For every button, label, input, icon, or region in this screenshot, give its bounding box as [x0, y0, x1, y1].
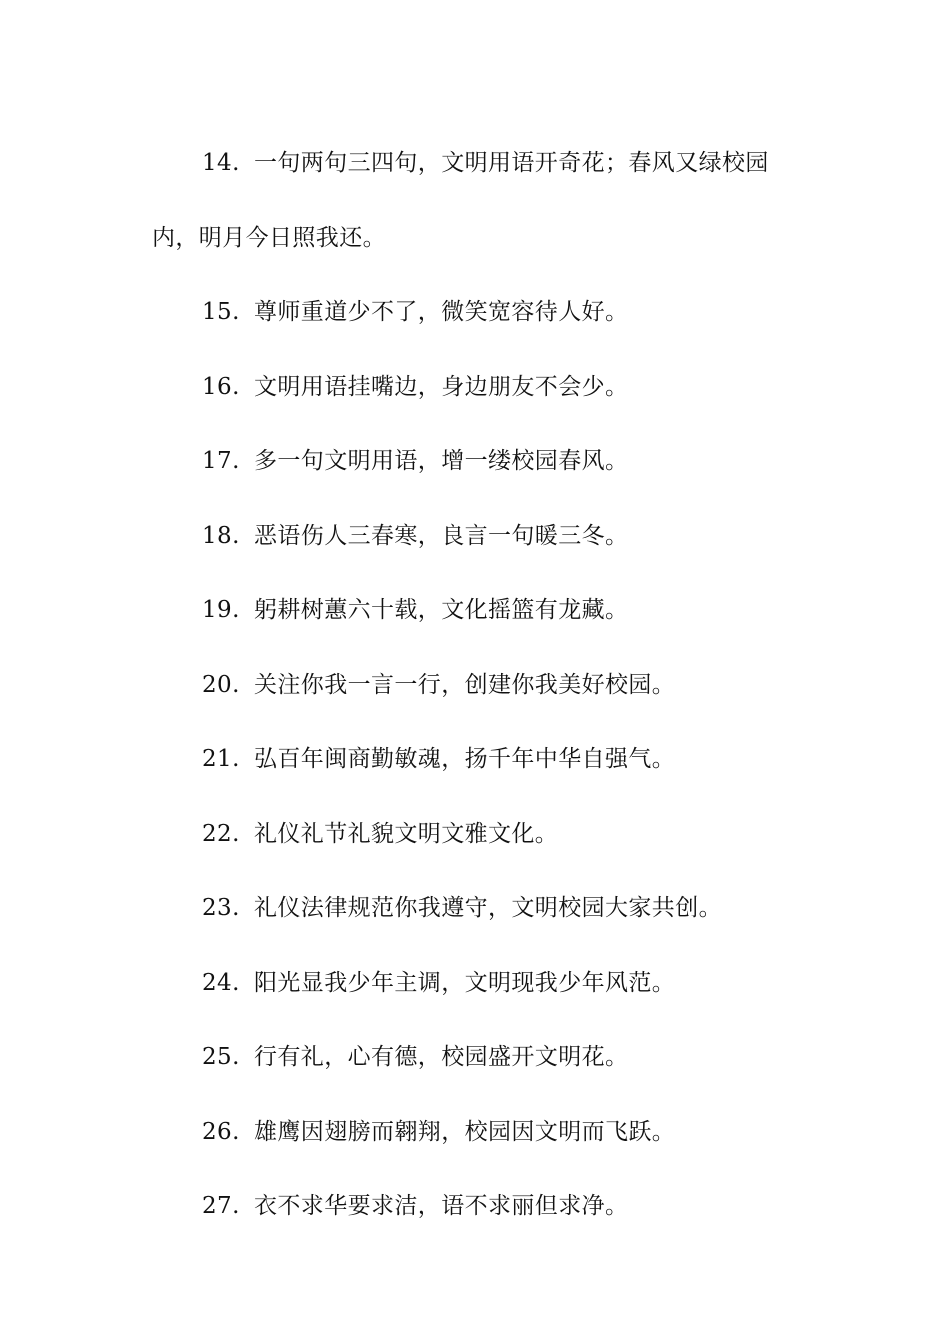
item-number: 27.	[202, 1193, 240, 1219]
item-text: 礼仪法律规范你我遵守，文明校园大家共创。	[254, 895, 722, 921]
item-text: 弘百年闽商勤敏魂，扬千年中华自强气。	[254, 746, 676, 772]
item-text: 多一句文明用语，增一缕校园春风。	[254, 448, 629, 474]
item-number: 17.	[202, 448, 240, 474]
list-item	[152, 499, 802, 574]
item-text: 关注你我一言一行，创建你我美好校园。	[254, 671, 676, 698]
slogan-list	[152, 126, 802, 1244]
item-text: 躬耕树蕙六十载，文化摇篮有龙藏。	[254, 597, 629, 623]
list-item	[152, 275, 802, 350]
list-item	[152, 648, 802, 723]
item-text: 礼仪礼节礼貌文明文雅文化。	[254, 820, 559, 847]
list-item	[152, 722, 802, 797]
item-text: 阳光显我少年主调，文明现我少年风范。	[254, 969, 676, 996]
item-number: 14.	[202, 150, 240, 176]
list-item	[152, 350, 802, 425]
item-text: 尊师重道少不了，微笑宽容待人好。	[254, 299, 629, 325]
list-item	[152, 1095, 802, 1170]
item-text: 衣不求华要求洁，语不求丽但求净。	[254, 1193, 629, 1219]
list-item	[152, 424, 802, 499]
list-item	[152, 946, 802, 1021]
item-number: 22.	[202, 820, 240, 847]
item-number: 26.	[202, 1118, 240, 1145]
item-text: 一句两句三四句，文明用语开奇花；春风又绿校园内，明月今日照我还。	[152, 150, 769, 251]
list-item	[152, 126, 802, 275]
item-number: 23.	[202, 895, 240, 921]
item-number: 15.	[202, 299, 240, 325]
item-number: 20.	[202, 671, 240, 698]
list-item	[152, 797, 802, 872]
item-number: 25.	[202, 1044, 240, 1070]
item-number: 21.	[202, 746, 240, 772]
item-text: 恶语伤人三春寒，良言一句暖三冬。	[254, 522, 629, 549]
item-text: 雄鹰因翅膀而翱翔，校园因文明而飞跃。	[254, 1118, 676, 1145]
item-number: 18.	[202, 522, 240, 549]
item-number: 16.	[202, 373, 240, 400]
item-number: 24.	[202, 969, 240, 996]
item-text: 行有礼，心有德，校园盛开文明花。	[254, 1044, 629, 1070]
list-item	[152, 573, 802, 648]
item-number: 19.	[202, 597, 240, 623]
list-item	[152, 1169, 802, 1244]
list-item	[152, 871, 802, 946]
list-item	[152, 1020, 802, 1095]
item-text: 文明用语挂嘴边，身边朋友不会少。	[254, 373, 629, 400]
